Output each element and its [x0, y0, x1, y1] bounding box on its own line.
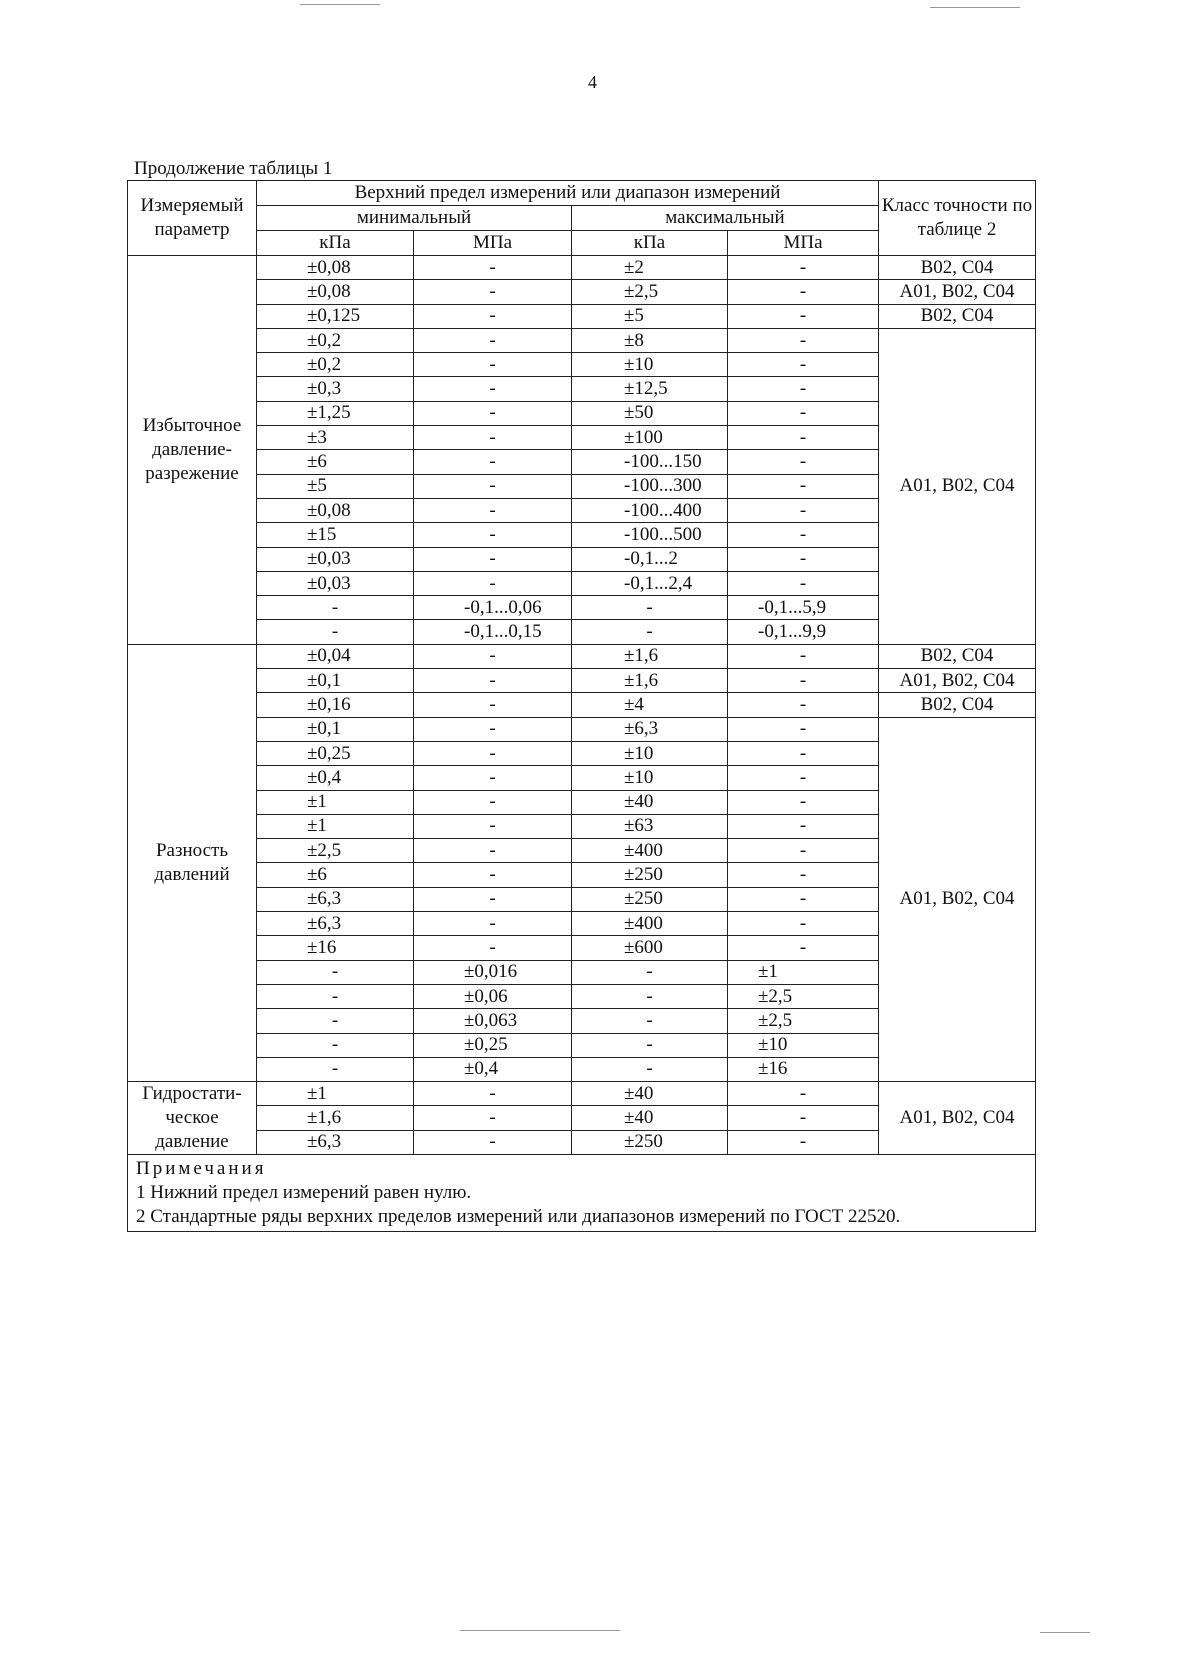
accuracy-class-cell: B02, C04 — [879, 256, 1036, 280]
max-kpa-cell: ±40 — [572, 790, 728, 814]
max-kpa-cell: ±12,5 — [572, 377, 728, 401]
max-mpa-cell: ±1 — [728, 960, 879, 984]
max-mpa-cell: - — [728, 450, 879, 474]
min-mpa-cell: - — [414, 863, 572, 887]
min-kpa-cell: ±6 — [257, 863, 414, 887]
min-mpa-cell: - — [414, 644, 572, 668]
accuracy-class-cell: B02, C04 — [879, 644, 1036, 668]
accuracy-class-merged-cell: A01, B02, C04 — [879, 1082, 1036, 1155]
accuracy-class-merged-cell: A01, B02, C04 — [879, 328, 1036, 644]
min-kpa-cell: ±0,125 — [257, 304, 414, 328]
notes-row — [128, 1155, 1036, 1232]
min-kpa-cell: ±1 — [257, 814, 414, 838]
min-mpa-cell: - — [414, 766, 572, 790]
header-min: минимальный — [257, 206, 572, 231]
min-kpa-cell: ±0,03 — [257, 547, 414, 571]
min-mpa-cell: - — [414, 474, 572, 498]
max-mpa-cell: - — [728, 256, 879, 280]
min-mpa-cell: - — [414, 1130, 572, 1154]
max-kpa-cell: ±63 — [572, 814, 728, 838]
max-kpa-cell: ±2 — [572, 256, 728, 280]
max-mpa-cell: - — [728, 377, 879, 401]
max-mpa-cell: - — [728, 790, 879, 814]
max-mpa-cell: - — [728, 328, 879, 352]
min-kpa-cell: ±3 — [257, 426, 414, 450]
min-mpa-cell: - — [414, 280, 572, 304]
accuracy-class-cell: A01, B02, C04 — [879, 669, 1036, 693]
min-kpa-cell: ±1 — [257, 1082, 414, 1106]
max-mpa-cell: - — [728, 571, 879, 595]
max-mpa-cell: - — [728, 547, 879, 571]
max-kpa-cell: ±40 — [572, 1106, 728, 1130]
max-kpa-cell: -0,1...2,4 — [572, 571, 728, 595]
max-mpa-cell: - — [728, 912, 879, 936]
header-accuracy-class: Класс точности по таблице 2 — [879, 181, 1036, 256]
min-kpa-cell: ±6,3 — [257, 887, 414, 911]
min-kpa-cell: ±15 — [257, 523, 414, 547]
max-mpa-cell: - — [728, 887, 879, 911]
min-mpa-cell: - — [414, 401, 572, 425]
min-kpa-cell: ±0,3 — [257, 377, 414, 401]
max-kpa-cell: ±250 — [572, 863, 728, 887]
max-mpa-cell: -0,1...5,9 — [728, 596, 879, 620]
param-cell: Разность давлений — [128, 644, 257, 1081]
max-kpa-cell: ±2,5 — [572, 280, 728, 304]
max-kpa-cell: ±250 — [572, 1130, 728, 1154]
min-mpa-cell: ±0,063 — [414, 1009, 572, 1033]
min-mpa-cell: - — [414, 790, 572, 814]
note-item: 2 Стандартные ряды верхних пределов измерений или диапазонов измерений по ГОСТ 22520. — [136, 1206, 901, 1228]
max-kpa-cell: ±1,6 — [572, 669, 728, 693]
min-mpa-cell: - — [414, 571, 572, 595]
max-kpa-cell: - — [572, 620, 728, 644]
min-kpa-cell: - — [257, 620, 414, 644]
min-kpa-cell: ±0,04 — [257, 644, 414, 668]
min-mpa-cell: ±0,016 — [414, 960, 572, 984]
measurement-ranges-table — [127, 180, 1036, 1232]
max-mpa-cell: ±16 — [728, 1057, 879, 1081]
scan-artifact — [300, 4, 380, 5]
max-kpa-cell: - — [572, 596, 728, 620]
max-mpa-cell: - — [728, 766, 879, 790]
min-mpa-cell: - — [414, 887, 572, 911]
table-row — [128, 1082, 1036, 1106]
min-mpa-cell: -0,1...0,15 — [414, 620, 572, 644]
min-mpa-cell: - — [414, 328, 572, 352]
max-kpa-cell: ±100 — [572, 426, 728, 450]
min-mpa-cell: - — [414, 304, 572, 328]
max-kpa-cell: ±10 — [572, 766, 728, 790]
min-kpa-cell: - — [257, 1009, 414, 1033]
min-mpa-cell: - — [414, 741, 572, 765]
max-kpa-cell: ±10 — [572, 353, 728, 377]
min-kpa-cell: ±1,6 — [257, 1106, 414, 1130]
accuracy-class-merged-cell: A01, B02, C04 — [879, 717, 1036, 1081]
max-kpa-cell: ±400 — [572, 839, 728, 863]
max-mpa-cell: - — [728, 717, 879, 741]
min-kpa-cell: ±6 — [257, 450, 414, 474]
min-mpa-cell: - — [414, 256, 572, 280]
max-kpa-cell: ±4 — [572, 693, 728, 717]
max-kpa-cell: ±40 — [572, 1082, 728, 1106]
table-row — [128, 328, 1036, 352]
max-mpa-cell: - — [728, 304, 879, 328]
max-mpa-cell: ±2,5 — [728, 984, 879, 1008]
min-kpa-cell: ±6,3 — [257, 1130, 414, 1154]
min-kpa-cell: ±0,03 — [257, 571, 414, 595]
max-mpa-cell: - — [728, 814, 879, 838]
max-mpa-cell: - — [728, 474, 879, 498]
header-range-group: Верхний предел измерений или диапазон измерений — [257, 181, 879, 206]
min-mpa-cell: - — [414, 717, 572, 741]
max-kpa-cell: -100...150 — [572, 450, 728, 474]
max-kpa-cell: ±5 — [572, 304, 728, 328]
notes-cell — [128, 1155, 1036, 1232]
max-mpa-cell: -0,1...9,9 — [728, 620, 879, 644]
min-kpa-cell: - — [257, 1057, 414, 1081]
max-kpa-cell: - — [572, 984, 728, 1008]
min-mpa-cell: ±0,4 — [414, 1057, 572, 1081]
max-kpa-cell: ±8 — [572, 328, 728, 352]
min-mpa-cell: ±0,06 — [414, 984, 572, 1008]
min-kpa-cell: ±0,08 — [257, 498, 414, 522]
min-kpa-cell: ±0,4 — [257, 766, 414, 790]
min-mpa-cell: - — [414, 353, 572, 377]
min-kpa-cell: ±6,3 — [257, 912, 414, 936]
min-mpa-cell: - — [414, 426, 572, 450]
max-mpa-cell: - — [728, 741, 879, 765]
max-mpa-cell: - — [728, 669, 879, 693]
note-item: 1 Нижний предел измерений равен нулю. — [136, 1182, 472, 1204]
max-mpa-cell: - — [728, 353, 879, 377]
min-kpa-cell: - — [257, 984, 414, 1008]
scan-artifact — [460, 1630, 620, 1631]
min-mpa-cell: ±0,25 — [414, 1033, 572, 1057]
min-kpa-cell: ±1,25 — [257, 401, 414, 425]
min-kpa-cell: ±0,1 — [257, 669, 414, 693]
min-mpa-cell: - — [414, 377, 572, 401]
min-mpa-cell: - — [414, 839, 572, 863]
max-mpa-cell: ±10 — [728, 1033, 879, 1057]
min-kpa-cell: ±0,2 — [257, 328, 414, 352]
max-kpa-cell: ±250 — [572, 887, 728, 911]
max-kpa-cell: ±400 — [572, 912, 728, 936]
header-max-mpa: МПа — [728, 231, 879, 256]
min-kpa-cell: ±0,1 — [257, 717, 414, 741]
min-mpa-cell: - — [414, 547, 572, 571]
table-row — [128, 256, 1036, 280]
table-row — [128, 717, 1036, 741]
min-mpa-cell: - — [414, 936, 572, 960]
min-mpa-cell: - — [414, 498, 572, 522]
max-mpa-cell: - — [728, 1082, 879, 1106]
scan-artifact — [1040, 1632, 1090, 1633]
max-mpa-cell: - — [728, 863, 879, 887]
accuracy-class-cell: B02, C04 — [879, 304, 1036, 328]
max-mpa-cell: ±2,5 — [728, 1009, 879, 1033]
max-kpa-cell: -100...300 — [572, 474, 728, 498]
min-mpa-cell: -0,1...0,06 — [414, 596, 572, 620]
min-kpa-cell: ±2,5 — [257, 839, 414, 863]
table-row — [128, 669, 1036, 693]
min-mpa-cell: - — [414, 669, 572, 693]
min-kpa-cell: ±5 — [257, 474, 414, 498]
max-kpa-cell: ±50 — [572, 401, 728, 425]
max-kpa-cell: ±10 — [572, 741, 728, 765]
max-mpa-cell: - — [728, 693, 879, 717]
accuracy-class-cell: B02, C04 — [879, 693, 1036, 717]
max-mpa-cell: - — [728, 936, 879, 960]
min-kpa-cell: - — [257, 1033, 414, 1057]
min-kpa-cell: ±0,25 — [257, 741, 414, 765]
param-cell: Избыточное давление-разрежение — [128, 256, 257, 645]
min-mpa-cell: - — [414, 814, 572, 838]
min-mpa-cell: - — [414, 912, 572, 936]
min-kpa-cell: ±1 — [257, 790, 414, 814]
min-kpa-cell: - — [257, 960, 414, 984]
notes-title: Примечания — [136, 1158, 267, 1180]
max-kpa-cell: - — [572, 1057, 728, 1081]
min-mpa-cell: - — [414, 1106, 572, 1130]
header-max-kpa: кПа — [572, 231, 728, 256]
max-mpa-cell: - — [728, 1106, 879, 1130]
header-min-kpa: кПа — [257, 231, 414, 256]
max-mpa-cell: - — [728, 1130, 879, 1154]
max-kpa-cell: ±6,3 — [572, 717, 728, 741]
max-kpa-cell: ±1,6 — [572, 644, 728, 668]
min-mpa-cell: - — [414, 450, 572, 474]
max-kpa-cell: - — [572, 1033, 728, 1057]
min-kpa-cell: - — [257, 596, 414, 620]
param-cell: Гидростати-ческое давление — [128, 1082, 257, 1155]
min-kpa-cell: ±16 — [257, 936, 414, 960]
max-mpa-cell: - — [728, 839, 879, 863]
max-mpa-cell: - — [728, 280, 879, 304]
max-mpa-cell: - — [728, 523, 879, 547]
table-row — [128, 280, 1036, 304]
page-number: 4 — [588, 72, 597, 92]
min-kpa-cell: ±0,2 — [257, 353, 414, 377]
max-kpa-cell: -100...400 — [572, 498, 728, 522]
table-row — [128, 644, 1036, 668]
scan-artifact — [930, 7, 1020, 8]
max-kpa-cell: -100...500 — [572, 523, 728, 547]
max-kpa-cell: - — [572, 1009, 728, 1033]
header-max: максимальный — [572, 206, 879, 231]
min-mpa-cell: - — [414, 693, 572, 717]
max-kpa-cell: ±600 — [572, 936, 728, 960]
header-param: Измеряемый параметр — [128, 181, 257, 256]
min-kpa-cell: ±0,16 — [257, 693, 414, 717]
max-mpa-cell: - — [728, 426, 879, 450]
table-caption: Продолжение таблицы 1 — [134, 158, 333, 179]
max-kpa-cell: - — [572, 960, 728, 984]
max-kpa-cell: -0,1...2 — [572, 547, 728, 571]
header-min-mpa: МПа — [414, 231, 572, 256]
accuracy-class-cell: A01, B02, C04 — [879, 280, 1036, 304]
table-row — [128, 693, 1036, 717]
max-mpa-cell: - — [728, 644, 879, 668]
min-mpa-cell: - — [414, 523, 572, 547]
table-row — [128, 304, 1036, 328]
max-mpa-cell: - — [728, 498, 879, 522]
min-kpa-cell: ±0,08 — [257, 256, 414, 280]
min-mpa-cell: - — [414, 1082, 572, 1106]
min-kpa-cell: ±0,08 — [257, 280, 414, 304]
max-mpa-cell: - — [728, 401, 879, 425]
